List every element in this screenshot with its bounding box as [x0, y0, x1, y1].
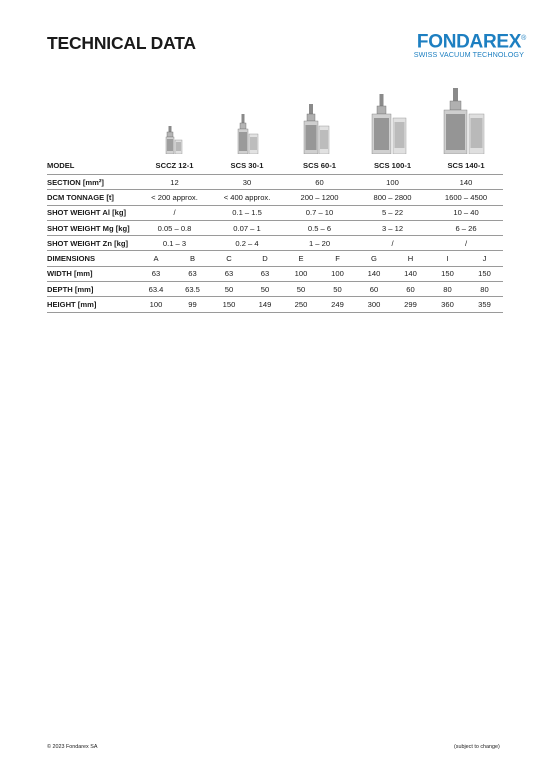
fondarex-logo [396, 28, 526, 62]
model-row [47, 156, 503, 175]
product-image-scs-30-1 [236, 114, 260, 154]
row-label: SHOT WEIGHT Zn [kg] [47, 236, 138, 251]
table-cell: 150 [429, 266, 466, 281]
table-cell: 1600 – 4500 [429, 190, 503, 205]
table-cell: 80 [429, 282, 466, 297]
table-cell: 50 [319, 282, 356, 297]
table-cell: / [356, 236, 429, 251]
dimension-letter: E [283, 251, 319, 266]
table-cell: 1 – 20 [283, 236, 356, 251]
table-cell: 0.2 – 4 [211, 236, 283, 251]
table-cell: 249 [319, 297, 356, 312]
table-cell: 63 [211, 266, 247, 281]
table-cell: 30 [211, 175, 283, 190]
table-cell: / [429, 236, 503, 251]
table-cell: 299 [392, 297, 429, 312]
model-name: SCCZ 12-1 [138, 156, 211, 175]
table-cell: 10 – 40 [429, 205, 503, 220]
table-cell: 300 [356, 297, 392, 312]
row-label: HEIGHT [mm] [47, 297, 138, 312]
dimension-letter: G [356, 251, 392, 266]
row-label: WIDTH [mm] [47, 266, 138, 281]
logo-wordmark-text: FONDAREX [416, 31, 522, 53]
dimension-letter: A [138, 251, 174, 266]
model-name: SCS 60-1 [283, 156, 356, 175]
table-cell: 100 [138, 297, 174, 312]
dimension-letter: D [247, 251, 283, 266]
table-cell: 100 [283, 266, 319, 281]
product-image-scs-60-1 [302, 104, 330, 154]
page-title: TECHNICAL DATA [47, 33, 196, 53]
table-cell: 0.7 – 10 [283, 205, 356, 220]
dimension-letter: C [211, 251, 247, 266]
row-label: SHOT WEIGHT Mg [kg] [47, 220, 138, 235]
table-cell: 50 [247, 282, 283, 297]
table-cell: 6 – 26 [429, 220, 503, 235]
table-cell: 200 – 1200 [283, 190, 356, 205]
footer-note: (subject to change) [454, 744, 500, 750]
section-row [47, 175, 503, 190]
dimension-letter: I [429, 251, 466, 266]
dimension-letter: F [319, 251, 356, 266]
row-label: SHOT WEIGHT Al [kg] [47, 205, 138, 220]
width-row [47, 266, 503, 281]
table-cell: 250 [283, 297, 319, 312]
table-cell: 63.4 [138, 282, 174, 297]
table-cell: 0.5 – 6 [283, 220, 356, 235]
table-cell: 100 [356, 175, 429, 190]
table-cell: 80 [466, 282, 503, 297]
table-cell: 0.1 – 1.5 [211, 205, 283, 220]
table-cell: 150 [211, 297, 247, 312]
product-image-sccz-12-1 [164, 126, 186, 154]
table-cell: 0.1 – 3 [138, 236, 211, 251]
product-image-scs-140-1 [442, 88, 486, 154]
table-cell: 5 – 22 [356, 205, 429, 220]
model-name: SCS 140-1 [429, 156, 503, 175]
dimension-letter: H [392, 251, 429, 266]
shot-weight-al-row [47, 205, 503, 220]
table-cell: 99 [174, 297, 211, 312]
table-cell: 150 [466, 266, 503, 281]
shot-weight-mg-row [47, 220, 503, 235]
table-cell: 3 – 12 [356, 220, 429, 235]
table-cell: 140 [356, 266, 392, 281]
table-cell: 359 [466, 297, 503, 312]
table-cell: 360 [429, 297, 466, 312]
table-cell: 63 [174, 266, 211, 281]
table-cell: 60 [356, 282, 392, 297]
table-cell: / [138, 205, 211, 220]
table-cell: 50 [283, 282, 319, 297]
depth-row [47, 282, 503, 297]
footer-copyright: © 2023 Fondarex SA [47, 744, 98, 750]
row-label: DIMENSIONS [47, 251, 138, 266]
logo-registered-mark: ® [521, 35, 526, 42]
row-label: DEPTH [mm] [47, 282, 138, 297]
dimension-letter: B [174, 251, 211, 266]
height-row [47, 297, 503, 312]
table-cell: 12 [138, 175, 211, 190]
product-image-scs-100-1 [370, 94, 408, 154]
row-label: SECTION [mm²] [47, 175, 138, 190]
table-cell: 63 [138, 266, 174, 281]
product-images-row [0, 88, 550, 154]
dimensions-row [47, 251, 503, 266]
table-cell: 63 [247, 266, 283, 281]
table-cell: 149 [247, 297, 283, 312]
table-cell: 60 [392, 282, 429, 297]
dcm-tonnage-row [47, 190, 503, 205]
shot-weight-zn-row [47, 236, 503, 251]
table-cell: 0.05 – 0.8 [138, 220, 211, 235]
table-cell: 140 [429, 175, 503, 190]
table-cell: 0.07 – 1 [211, 220, 283, 235]
table-cell: 100 [319, 266, 356, 281]
table-cell: 60 [283, 175, 356, 190]
table-cell: 140 [392, 266, 429, 281]
table-cell: < 200 approx. [138, 190, 211, 205]
model-label: MODEL [47, 156, 138, 175]
table-cell: 800 – 2800 [356, 190, 429, 205]
technical-data-table [47, 156, 503, 313]
logo-tagline: SWISS VACUUM TECHNOLOGY [413, 50, 524, 59]
table-cell: 50 [211, 282, 247, 297]
table-cell: 63.5 [174, 282, 211, 297]
row-label: DCM TONNAGE [t] [47, 190, 138, 205]
dimension-letter: J [466, 251, 503, 266]
model-name: SCS 30-1 [211, 156, 283, 175]
model-name: SCS 100-1 [356, 156, 429, 175]
table-cell: < 400 approx. [211, 190, 283, 205]
